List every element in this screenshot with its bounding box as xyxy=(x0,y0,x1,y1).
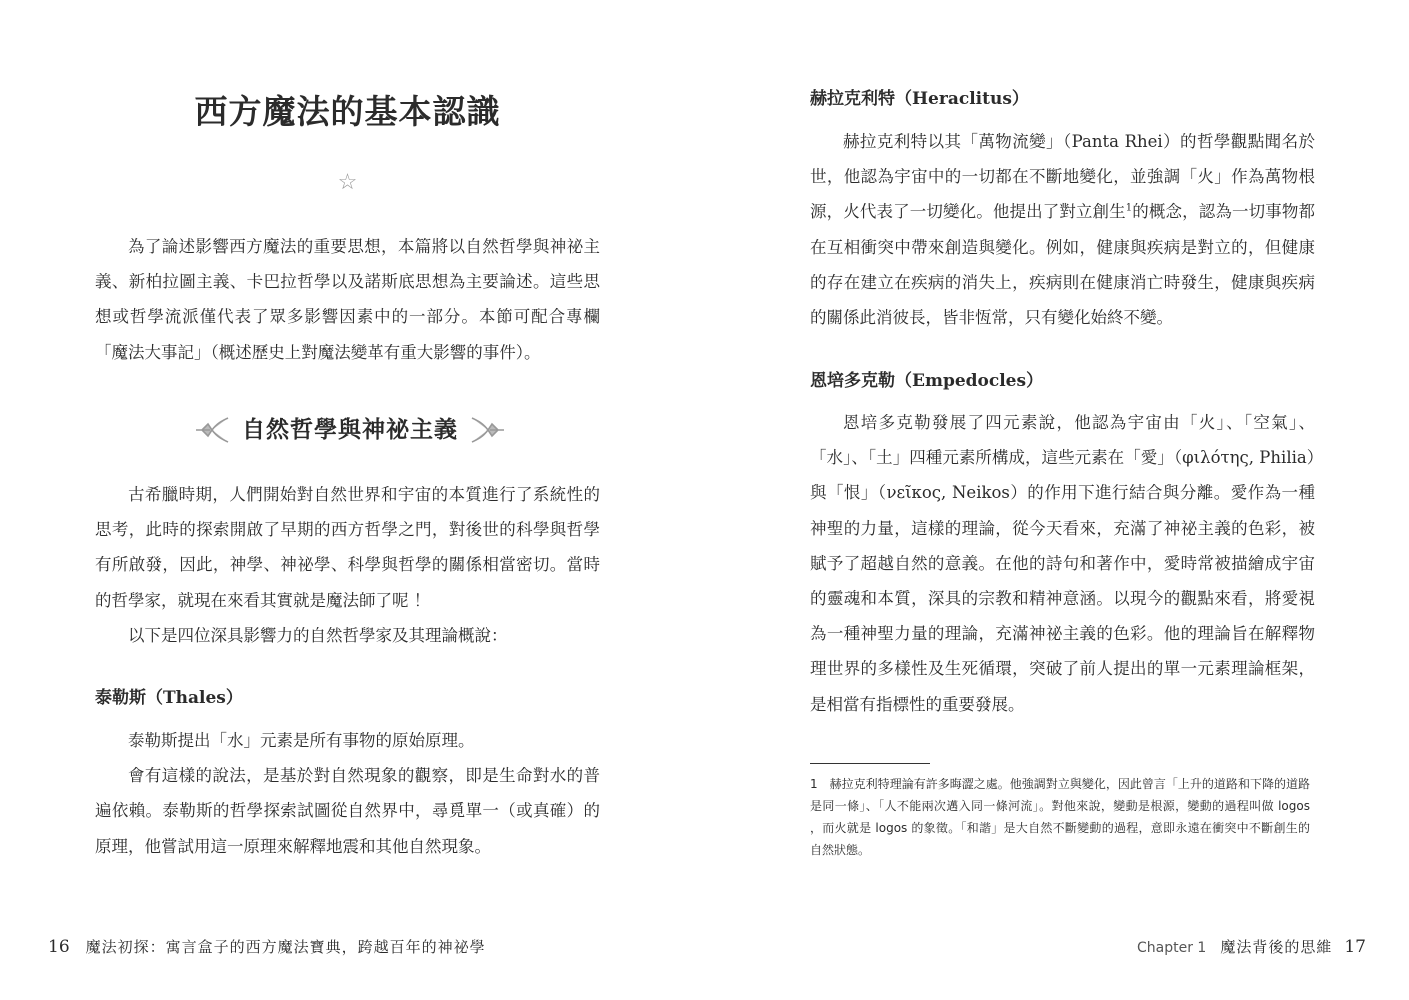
section-body xyxy=(95,477,600,653)
footnote-number: 1 xyxy=(810,777,818,791)
chapter-label: Chapter 1 xyxy=(1137,940,1207,956)
footnote xyxy=(810,773,1310,861)
star-icon: ☆ xyxy=(337,170,358,195)
empedocles-heading: 恩培多克勒（Empedocles） xyxy=(810,371,1044,391)
page-number-left: 16 xyxy=(48,937,70,957)
empedocles-body xyxy=(810,405,1315,722)
section-title: 自然哲學與神祕主義 xyxy=(242,416,458,443)
running-title: 魔法初探：寓言盒子的西方魔法寶典，跨越百年的神祕學 xyxy=(85,938,486,956)
left-footer xyxy=(48,935,486,959)
footnote-ref: 1 xyxy=(1125,202,1133,214)
section-paragraph-1: 古希臘時期，人們開始對自然世界和宇宙的本質進行了系統性的思考，此時的探索開啟了早期的西方哲學之門，對後世的科學與哲學有所啟發，因此，神學、神祕學、科學與哲學的關係相當密切。當時的哲學家，就現在來看其實就是魔法師了呢 ！ xyxy=(95,485,600,610)
heraclitus-text-2: 的概念，認為一切事物都在互相衝突中帶來創造與變化。例如，健康與疾病是對立的，但健康的存在建立在疾病的消失上，疾病則在健康消亡時發生，健康與疾病的關係此消彼長，皆非恆常，只有變化始終不變。 xyxy=(810,202,1316,328)
thales-heading: 泰勒斯（Thales） xyxy=(95,688,243,708)
heraclitus-heading: 赫拉克利特（Heraclitus） xyxy=(810,89,1029,109)
flourish-left-icon xyxy=(194,412,230,448)
heraclitus-paragraph xyxy=(810,124,1315,335)
thales-paragraph-2: 會有這樣的說法，是基於對自然現象的觀察，即是生命對水的普遍依賴。泰勒斯的哲學探索試圖從自然界中，尋覓單一（或真確）的原理，他嘗試用這一原理來解釋地震和其他自然現象。 xyxy=(95,766,600,856)
right-page xyxy=(705,0,1409,1000)
page-title: 西方魔法的基本認識 xyxy=(194,92,501,131)
section-heading xyxy=(180,412,520,448)
flourish-right-icon xyxy=(470,412,506,448)
footnote-divider xyxy=(810,763,930,764)
chapter-title: 魔法背後的思維 xyxy=(1220,938,1333,956)
intro-text: 為了論述影響西方魔法的重要思想，本篇將以自然哲學與神祕主義、新柏拉圖主義、卡巴拉哲學以及諾斯底思想為主要論述。這些思想或哲學流派僅代表了眾多影響因素中的一部分。本節可配合專欄「魔法大事記」（概述歷史上對魔法變革有重大影響的事件）。 xyxy=(95,237,600,362)
intro-paragraph xyxy=(95,229,600,370)
heraclitus-body xyxy=(810,124,1315,335)
left-page xyxy=(0,0,704,1000)
footnote-text: 赫拉克利特理論有許多晦澀之處。他強調對立與變化，因此曾言「上升的道路和下降的道路是同一條」、「人不能兩次邁入同一條河流」。對他來說，變動是根源，變動的過程叫做 logos ，而火就是 logos 的象徵。「和諧」是大自然不斷變動的過程，意即永遠在衝突中不斷創生的自然狀態。 xyxy=(810,777,1310,857)
empedocles-paragraph: 恩培多克勒發展了四元素說，他認為宇宙由「火」、「空氣」、「水」、「土」四種元素所構成，這些元素在「愛」（φιλότης, Philia）與「恨」（νεῖκος, Neikos）的作用下進行結合與分離。愛作為一種神聖的力量，這樣的理論，從今天看來，充滿了神祕主義的色彩，被賦予了超越自然的意義。在他的詩句和著作中，愛時常被描繪成宇宙的靈魂和本質，深具的宗教和精神意涵。以現今的觀點來看，將愛視為一種神聖力量的理論，充滿神祕主義的色彩。他的理論旨在解釋物理世界的多樣性及生死循環，突破了前人提出的單一元素理論框架，是相當有指標性的重要發展。 xyxy=(810,413,1315,714)
right-footer xyxy=(1137,935,1366,960)
thales-body xyxy=(95,723,600,864)
page-number-right: 17 xyxy=(1344,937,1366,957)
heraclitus-text-1: 赫拉克利特以其「萬物流變」（Panta Rhei）的哲學觀點聞名於世，他認為宇宙中的一切都在不斷地變化，並強調「火」作為萬物根源，火代表了一切變化。他提出了對立創生 xyxy=(810,132,1315,222)
section-paragraph-2: 以下是四位深具影響力的自然哲學家及其理論概說： xyxy=(128,625,508,645)
thales-paragraph-1: 泰勒斯提出「水」元素是所有事物的原始原理。 xyxy=(128,731,475,750)
